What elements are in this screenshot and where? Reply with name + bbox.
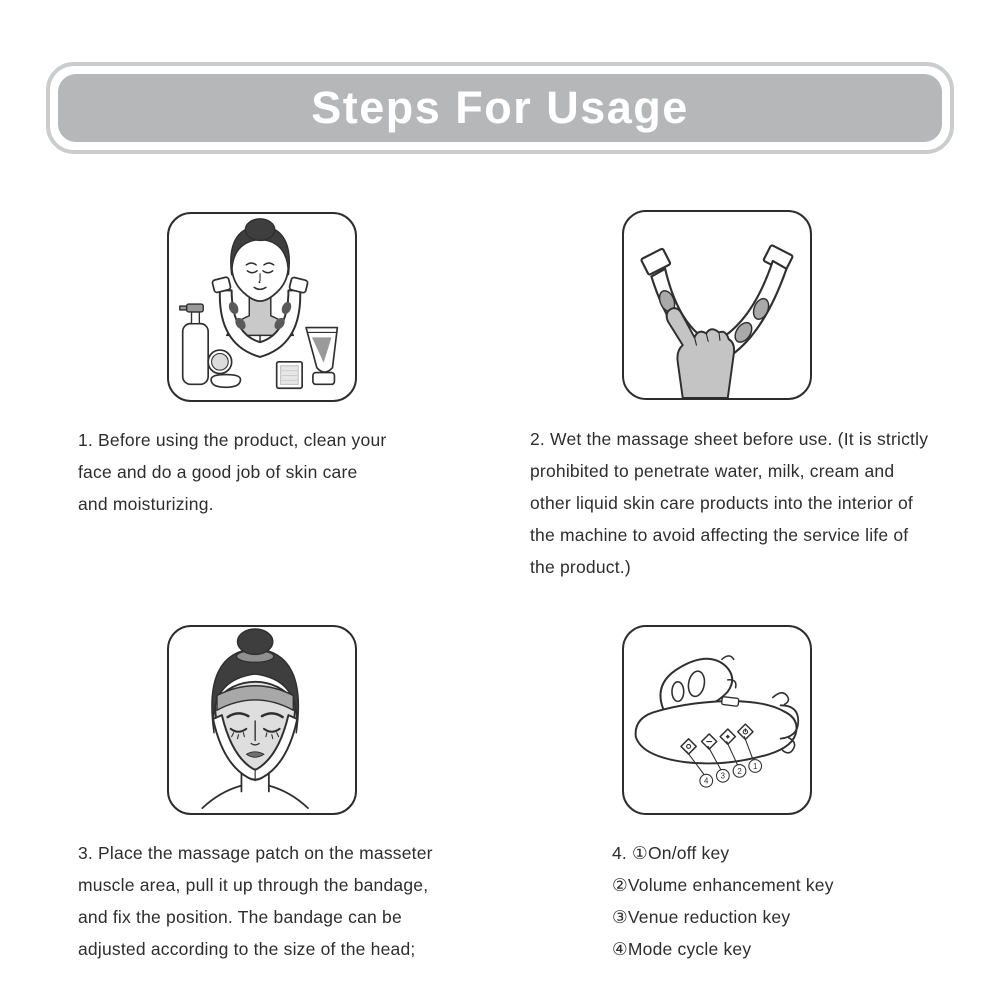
caption-line: adjusted according to the size of the head;	[78, 939, 416, 959]
callout-number-3: 3	[720, 771, 726, 781]
step3-caption	[78, 837, 433, 965]
pump-bottle-icon	[180, 304, 208, 384]
caption-line: prohibited to penetrate water, milk, cream and	[530, 461, 895, 481]
hair-bun	[245, 219, 274, 241]
step4-caption	[612, 837, 834, 965]
page-title: Steps For Usage	[311, 82, 689, 133]
caption-line: ②Volume enhancement key	[612, 875, 834, 895]
caption-line: 3. Place the massage patch on the masseter	[78, 843, 433, 863]
step4-illustration	[624, 627, 810, 813]
callout-number-4: 4	[704, 776, 709, 786]
caption-line: ③Venue reduction key	[612, 907, 791, 927]
body-detail	[721, 697, 738, 707]
step2-caption	[530, 423, 928, 583]
caption-line: the machine to avoid affecting the service life of	[530, 525, 909, 545]
cream-tube-icon	[306, 328, 337, 385]
hand-icon	[667, 308, 734, 398]
caption-line: 2. Wet the massage sheet before use. (It is strictly	[530, 429, 929, 449]
step2-illustration	[624, 212, 810, 398]
step1-illustration-box	[167, 212, 357, 402]
caption-line: and fix the position. The bandage can be	[78, 907, 402, 927]
step2-illustration-box	[622, 210, 812, 400]
caption-line: ④Mode cycle key	[612, 939, 752, 959]
compact-jar-icon	[208, 350, 240, 387]
caption-line: other liquid skin care products into the interior of	[530, 493, 913, 513]
caption-line: muscle area, pull it up through the bandage,	[78, 875, 429, 895]
step3-illustration-box	[167, 625, 357, 815]
step3-illustration	[169, 627, 355, 813]
caption-line: 4. ①On/off key	[612, 843, 730, 863]
arm-hook	[722, 656, 734, 659]
device-body	[636, 701, 797, 763]
callout-number-1: 1	[752, 761, 758, 771]
mask-box-icon	[277, 362, 302, 388]
device-end-cap-right	[289, 277, 308, 293]
caption-line: and moisturizing.	[78, 494, 214, 514]
step4-illustration-box	[622, 625, 812, 815]
header-banner-fill	[58, 74, 942, 142]
caption-line: face and do a good job of skin care	[78, 462, 358, 482]
device-end-cap-left	[212, 277, 231, 293]
caption-line: the product.)	[530, 557, 631, 577]
hair-bun	[238, 629, 273, 654]
step1-illustration	[169, 214, 355, 400]
caption-line: 1. Before using the product, clean your	[78, 430, 387, 450]
header-banner	[46, 62, 954, 154]
step1-caption	[78, 424, 386, 520]
callout-number-2: 2	[737, 766, 742, 776]
